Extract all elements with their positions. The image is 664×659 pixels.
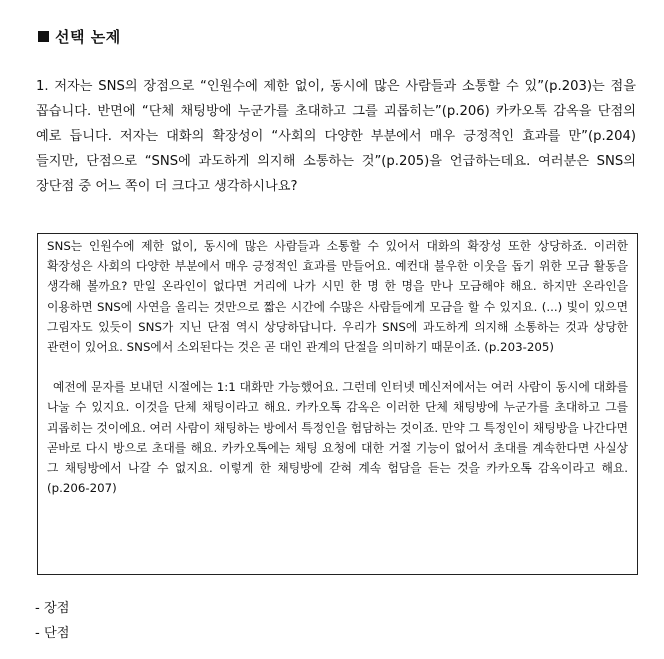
answer-section (35, 596, 69, 646)
paragraph-gap (47, 357, 628, 377)
discussion-question: 1. 저자는 SNS의 장점으로 “인원수에 제한 없이, 동시에 많은 사람들과 소통할 수 있”(p.203)는 점을 꼽습니다. 반면에 “단체 채팅방에 누군가를 초대하고 그를 괴롭히는”(p.206) 카카오톡 감옥을 단점의 예로 듭니다. 저자는 대화의 확장성이 “사회의 다양한 부분에서 매우 긍정적인 효과를 만”(p.204)들지만, 단점으로 “SNS에 과도하게 의지해 소통하는 것”(p.205)을 언급하는데요. 여러분은 SNS의 장단점 중 어느 쪽이 더 크다고 생각하시나요? (36, 79, 636, 194)
excerpt-paragraph-1: SNS는 인원수에 제한 없이, 동시에 많은 사람들과 소통할 수 있어서 대화의 확장성 또한 상당하죠. 이러한 확장성은 사회의 다양한 부분에서 매우 긍정적인 효과를 만들어요. 예컨대 불우한 이웃을 돕기 위한 모금 활동을 생각해 볼까요? 만일 온라인이 없다면 거리에 나가 시민 한 명 한 명을 만나 모금해야 해요. 하지만 온라인을 이용하면 SNS에 사연을 올리는 것만으로 짧은 시간에 수많은 사람들에게 모금을 할 수 있지요. (...) 빛이 있으면 그림자도 있듯이 SNS가 지닌 단점 역시 상당하답니다. 우리가 SNS에 과도하게 의지해 소통하는 것과 상당한 관련이 있어요. SNS에서 소외된다는 것은 곧 대인 관계의 단절을 의미하기 때문이죠. (p.203-205) (47, 239, 628, 355)
answer-cons-line[interactable]: - 단점 (35, 626, 70, 641)
answer-pros-line[interactable]: - 장점 (35, 601, 70, 616)
excerpt-paragraph-2: 예전에 문자를 보내던 시절에는 1:1 대화만 가능했어요. 그런데 인터넷 메신저에서는 여러 사람이 동시에 대화를 나눌 수 있지요. 이것을 단체 채팅이라고 해요. 카카오톡 감옥은 이러한 단체 채팅방에 누군가를 초대하고 그를 괴롭히는 것이에요. 여러 사람이 채팅하는 방에서 특정인을 험담하는 것이죠. 만약 그 특정인이 채팅방을 나간다면 곧바로 다시 방으로 초대를 해요. 카카오톡에는 채팅 요청에 대한 거절 기능이 없어서 초대를 계속한다면 사실상 그 채팅방에서 나갈 수 없지요. 이렇게 한 채팅방에 갇혀 계속 험담을 듣는 것을 카카오톡 감옥이라고 해요. (p.206-207) (47, 380, 628, 496)
section-title: 선택 논제 (55, 28, 121, 46)
quoted-excerpt-box (37, 233, 638, 575)
square-bullet-icon (38, 31, 49, 42)
section-heading (38, 26, 121, 47)
